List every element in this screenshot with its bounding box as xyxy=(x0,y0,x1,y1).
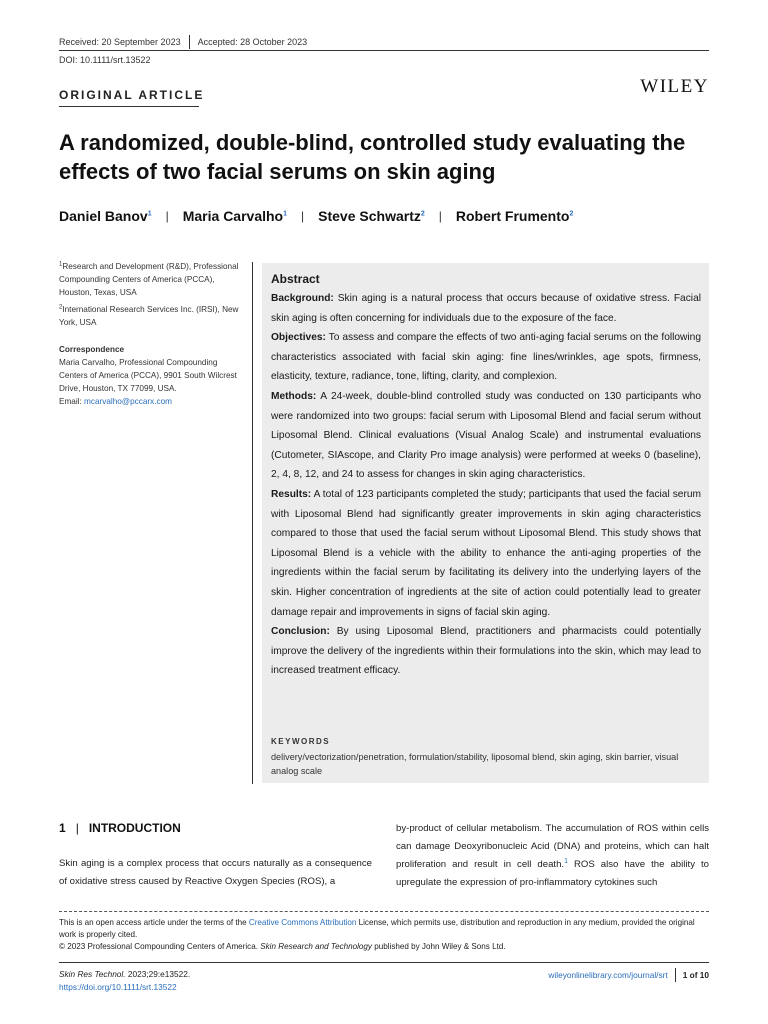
author-list xyxy=(59,208,573,224)
date-divider xyxy=(189,35,190,49)
email-link[interactable]: mcarvalho@pccarx.com xyxy=(84,397,172,406)
affiliation-2: $^2$International Research Services Inc. (IRSI), New York, USA xyxy=(59,304,239,327)
author[interactable]: Robert Frumento$^2$ xyxy=(455,208,574,224)
keywords-heading: KEYWORDS xyxy=(271,737,331,746)
abstract xyxy=(271,270,701,681)
journal-site-link[interactable]: wileyonlinelibrary.com/journal/srt xyxy=(548,970,668,980)
publisher-logo: WILEY xyxy=(640,76,709,97)
correspondence-heading: Correspondence xyxy=(59,345,125,354)
abstract-heading: Abstract xyxy=(271,272,320,286)
author-divider: | xyxy=(438,209,442,223)
author-divider: | xyxy=(165,209,169,223)
author[interactable]: Steve Schwartz$^2$ xyxy=(318,208,425,224)
received-date: Received: 20 September 2023 xyxy=(59,37,181,47)
copyright-line: © 2023 Professional Compounding Centers of America. Skin Research and Technology published by John Wiley & Sons Ltd. xyxy=(59,942,506,952)
accepted-date: Accepted: 28 October 2023 xyxy=(197,37,308,47)
affiliation-marker: 2 xyxy=(420,210,425,218)
abstract-results: Results: A total of 123 participants completed the study; participants that used the facial serum with Liposomal Blend had significantly greater improvements in skin aging characteristics compared to those that used the facial serum without Liposomal Blend. This study shows that Liposomal Blend is a vehicle with the ability to enhance the anti-aging properties of the ingredients within the facial serum by facilitating its delivery into the underlying layers of the skin. Higher concentration of ingredients at the site of action could potentially lead to greater damage repair and improvements in signs of facial skin aging. xyxy=(271,488,701,618)
reference-link[interactable]: 1 xyxy=(564,857,568,865)
section-number: 1 xyxy=(59,821,66,835)
article-type: ORIGINAL ARTICLE xyxy=(59,88,205,102)
keywords-text: delivery/vectorization/penetration, formulation/stability, liposomal blend, skin aging, skin barrier, visual analog scale xyxy=(271,752,679,776)
article-title: A randomized, double-blind, controlled study evaluating the effects of two facial serums on skin aging xyxy=(59,130,686,184)
column-rule xyxy=(252,262,253,784)
abstract-objectives: Objectives: To assess and compare the effects of two anti-aging facial serums on the following characteristics associated with facial skin aging: fine lines/wrinkles, age spots, firmness, elasticity, texture, radiance, tone, lifting, clarity, and complexion. xyxy=(271,332,701,383)
license-divider xyxy=(59,911,709,912)
author[interactable]: Maria Carvalho$^1$ xyxy=(182,208,288,224)
abstract-methods: Methods: A 24-week, double-blind controlled study was conducted on 130 participants who were randomized into two groups: facial serum with Liposomal Blend and facial serum without Liposomal Blend. Clinical evaluations (Visual Analog Scale) and instrumental evaluations (Cutometer, SIAscope, and Clarity Pro image analysis) were performed at weeks 0 (baseline), 2, 4, 8, 12, and 24 to assess for changes in skin aging characteristics. xyxy=(271,390,701,481)
abstract-background: Background: Skin aging is a natural process that occurs because of oxidative stress. Facial skin aging is often concerning for individuals due to the exposure of the face. xyxy=(271,293,701,324)
affiliation-marker: 1 xyxy=(147,210,152,218)
affiliation-marker: 2 xyxy=(569,210,574,218)
cc-license-link[interactable]: Creative Commons Attribution xyxy=(248,918,357,927)
section-title: INTRODUCTION xyxy=(88,821,181,835)
article-type-underline xyxy=(59,106,199,107)
body-text-right: by-product of cellular metabolism. The accumulation of ROS within cells can damage Deoxyribonucleic Acid (DNA) and proteins, which can halt proliferation and result in cell death.$^1$ ROS also have the ability to upregulate the expression of pro-inflammatory cytokines such xyxy=(396,823,709,888)
doi-link[interactable]: https://doi.org/10.1111/srt.13522 xyxy=(59,981,177,992)
license-notice xyxy=(59,917,709,954)
footer-right xyxy=(548,968,709,982)
abstract-conclusion: Conclusion: By using Liposomal Blend, practitioners and pharmacists could potentially improve the delivery of the ingredients within their formulations into the skin, which may lead to increased treatment efficacy. xyxy=(271,626,701,677)
correspondence-address: Maria Carvalho, Professional Compounding Centers of America (PCCA), 9901 South Wilcrest Drive, Houston, TX 77099, USA. Email: mcarvalho@pccarx.com xyxy=(59,358,237,406)
section-heading xyxy=(59,821,181,835)
affiliations xyxy=(59,260,244,412)
doi: DOI: 10.1111/srt.13522 xyxy=(59,55,151,65)
author-divider: | xyxy=(301,209,305,223)
body-text-left: Skin aging is a complex process that occurs naturally as a consequence of oxidative stress caused by Reactive Oxygen Species (ROS), a xyxy=(59,858,372,887)
citation: Skin Res Technol. 2023;29:e13522. https://doi.org/10.1111/srt.13522 xyxy=(59,969,191,992)
author[interactable]: Daniel Banov$^1$ xyxy=(59,208,152,224)
affiliation-1: $^1$Research and Development (R&D), Professional Compounding Centers of America (PCCA), Houston, Texas, USA xyxy=(59,261,239,297)
license-line: This is an open access article under the terms of the Creative Commons Attribution License, which permits use, distribution and reproduction in any medium, provided the original work is properly cited. xyxy=(59,918,695,940)
page-number: 1 of 10 xyxy=(682,970,709,980)
keywords xyxy=(271,735,703,778)
footer-divider xyxy=(675,968,676,982)
affiliation-marker: 1 xyxy=(283,210,288,218)
section-divider: | xyxy=(75,821,79,835)
journal-abbreviation: Skin Res Technol. xyxy=(59,969,126,979)
footer-rule xyxy=(59,962,709,963)
header-rule xyxy=(59,50,709,51)
publication-dates xyxy=(59,35,307,49)
